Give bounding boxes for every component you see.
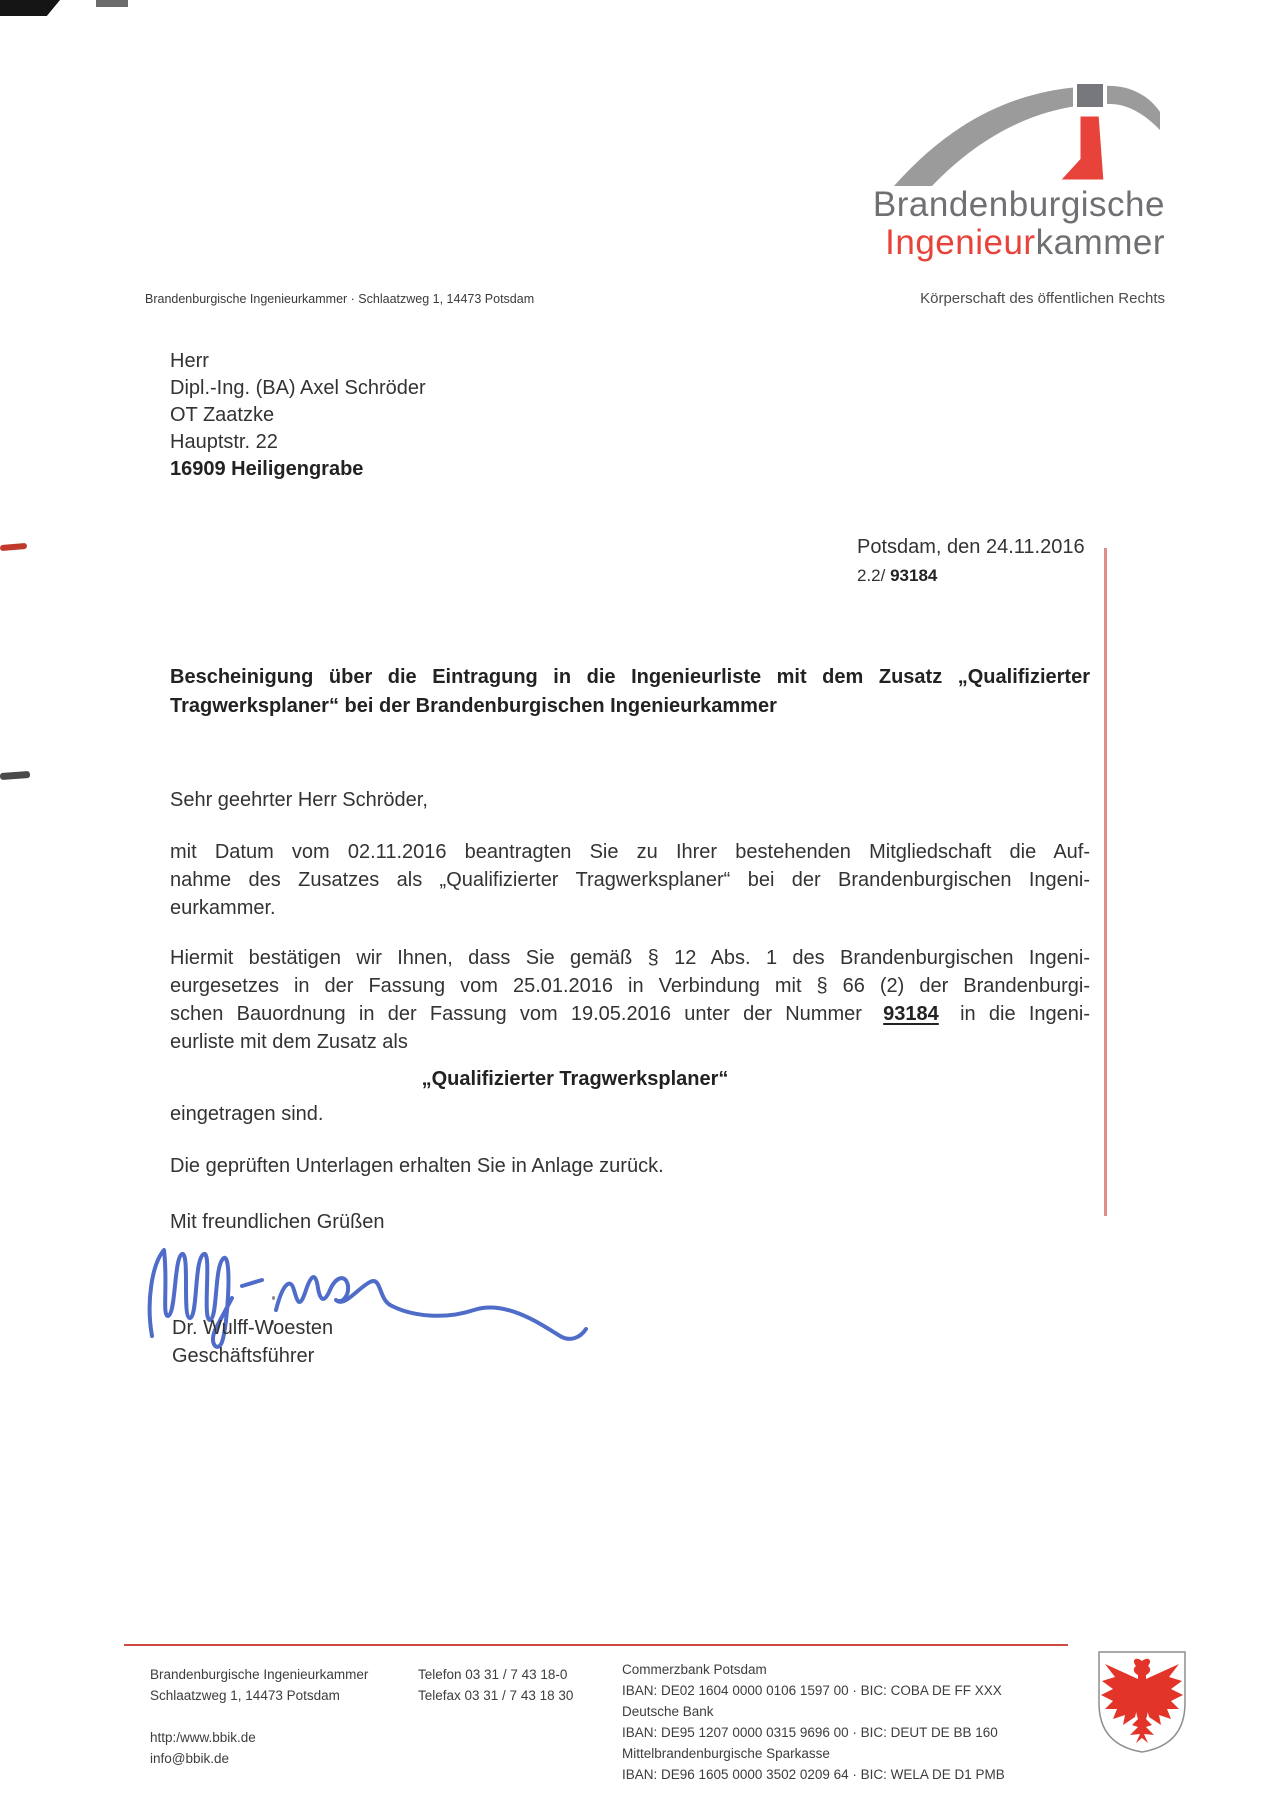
- bridge-arch-i-icon: [888, 76, 1168, 192]
- reference-prefix: 2.2/: [857, 566, 886, 585]
- logo-wordmark-line1: Brandenburgische: [872, 185, 1165, 224]
- paragraph-1-line2: nahme des Zusatzes als „Qualifizierter Tragwerksplaner“ bei der Brandenburgischen Ingeni-: [170, 869, 1090, 891]
- footer-org-name: Brandenburgische Ingenieurkammer: [150, 1667, 369, 1682]
- recipient-salutation: Herr: [170, 350, 209, 372]
- footer-bank-1-iban: IBAN: DE02 1604 0000 0106 1597 00 · BIC: COBA DE FF XXX: [622, 1683, 1002, 1698]
- footer-banks-column: [622, 1659, 1062, 1785]
- paragraph-2-line1: Hiermit bestätigen wir Ihnen, dass Sie gemäß § 12 Abs. 1 des Brandenburgischen Ingeni-: [170, 947, 1090, 969]
- footer-bank-3-name: Mittelbrandenburgische Sparkasse: [622, 1746, 830, 1761]
- paragraph-2-line3: [170, 1000, 1090, 1028]
- paragraph-1: [170, 838, 1090, 922]
- closing-line: Mit freundlichen Grüßen: [170, 1211, 385, 1233]
- logo-wordmark-red: Ingenieur: [885, 223, 1036, 262]
- scan-artifact-top: [96, 0, 128, 7]
- subject-line2: Tragwerksplaner“ bei der Brandenburgischen Ingenieurkammer: [170, 695, 777, 717]
- footer-bank-2-name: Deutsche Bank: [622, 1704, 714, 1719]
- coat-of-arms: [1092, 1647, 1192, 1757]
- paragraph-1-line3: eurkammer.: [170, 897, 276, 919]
- place-and-date: Potsdam, den 24.11.2016: [857, 536, 1085, 558]
- signer-role: Geschäftsführer: [172, 1345, 315, 1367]
- brandenburg-eagle-icon: [1092, 1647, 1192, 1757]
- paragraph-2-line3-pre: schen Bauordnung in der Fassung vom 19.05.2016 unter der Nummer: [170, 1003, 862, 1025]
- footer-org-street: Schlaatzweg 1, 14473 Potsdam: [150, 1688, 340, 1703]
- footer-bank-3-iban: IBAN: DE96 1605 0000 3502 0209 64 · BIC: WELA DE D1 PMB: [622, 1767, 1005, 1782]
- paragraph-2-line3-post: in die Ingeni-: [960, 1003, 1090, 1025]
- sender-address-line: Brandenburgische Ingenieurkammer · Schlaatzweg 1, 14473 Potsdam: [145, 292, 535, 306]
- dateline-block: [857, 536, 1085, 586]
- footer-bank-2-iban: IBAN: DE95 1207 0000 0315 9696 00 · BIC: DEUT DE BB 160: [622, 1725, 998, 1740]
- paragraph-2-line2: eurgesetzes in der Fassung vom 25.01.2016 in Verbindung mit § 66 (2) der Brandenburgi-: [170, 975, 1090, 997]
- paragraph-2-line4: eurliste mit dem Zusatz als: [170, 1031, 408, 1053]
- footer-org-web: http:/www.bbik.de: [150, 1730, 256, 1745]
- paragraph-2: [170, 944, 1090, 1056]
- logo-wordmark-line2: [700, 224, 1165, 262]
- scan-vertical-line: [1104, 548, 1107, 1216]
- member-number: 93184: [883, 1003, 939, 1025]
- signer-name: Dr. Wulff-Woesten: [172, 1317, 334, 1339]
- salutation: Sehr geehrter Herr Schröder,: [170, 789, 428, 811]
- recipient-city: 16909 Heiligengrabe: [170, 458, 364, 480]
- footer-divider: [124, 1644, 1068, 1646]
- logo-wordmark-gray: kammer: [1035, 223, 1165, 262]
- logo-wordmark: [700, 186, 1165, 262]
- fold-mark-upper: [0, 543, 27, 551]
- fold-mark-lower: [0, 771, 30, 780]
- logo-graphic: [888, 76, 1168, 192]
- recipient-block: [170, 348, 426, 483]
- recipient-name: Dipl.-Ing. (BA) Axel Schröder: [170, 377, 426, 399]
- footer-telefon: Telefon 03 31 / 7 43 18-0: [418, 1667, 568, 1682]
- footer-telefax: Telefax 03 31 / 7 43 18 30: [418, 1688, 574, 1703]
- after-designation: eingetragen sind.: [170, 1103, 324, 1125]
- subject-line1: Bescheinigung über die Eintragung in die Ingenieurliste mit dem Zusatz „Qualifizierter: [170, 666, 1090, 688]
- footer-contact-column: [418, 1664, 618, 1706]
- recipient-district: OT Zaatzke: [170, 404, 275, 426]
- scan-artifact-corner: [0, 0, 60, 16]
- footer-org-email: info@bbik.de: [150, 1751, 230, 1766]
- reference-line: [857, 566, 1085, 586]
- subject-block: [170, 663, 1090, 721]
- footer-org-column: [150, 1664, 400, 1769]
- enclosure-note: Die geprüften Unterlagen erhalten Sie in Anlage zurück.: [170, 1155, 664, 1177]
- logo-subtitle: Körperschaft des öffentlichen Rechts: [920, 290, 1165, 307]
- reference-number: 93184: [890, 566, 938, 585]
- designation-title: „Qualifizierter Tragwerksplaner“: [421, 1068, 729, 1090]
- recipient-street: Hauptstr. 22: [170, 431, 278, 453]
- footer-bank-1-name: Commerzbank Potsdam: [622, 1662, 767, 1677]
- paragraph-1-line1: mit Datum vom 02.11.2016 beantragten Sie zu Ihrer bestehenden Mitgliedschaft die Auf-: [170, 841, 1090, 863]
